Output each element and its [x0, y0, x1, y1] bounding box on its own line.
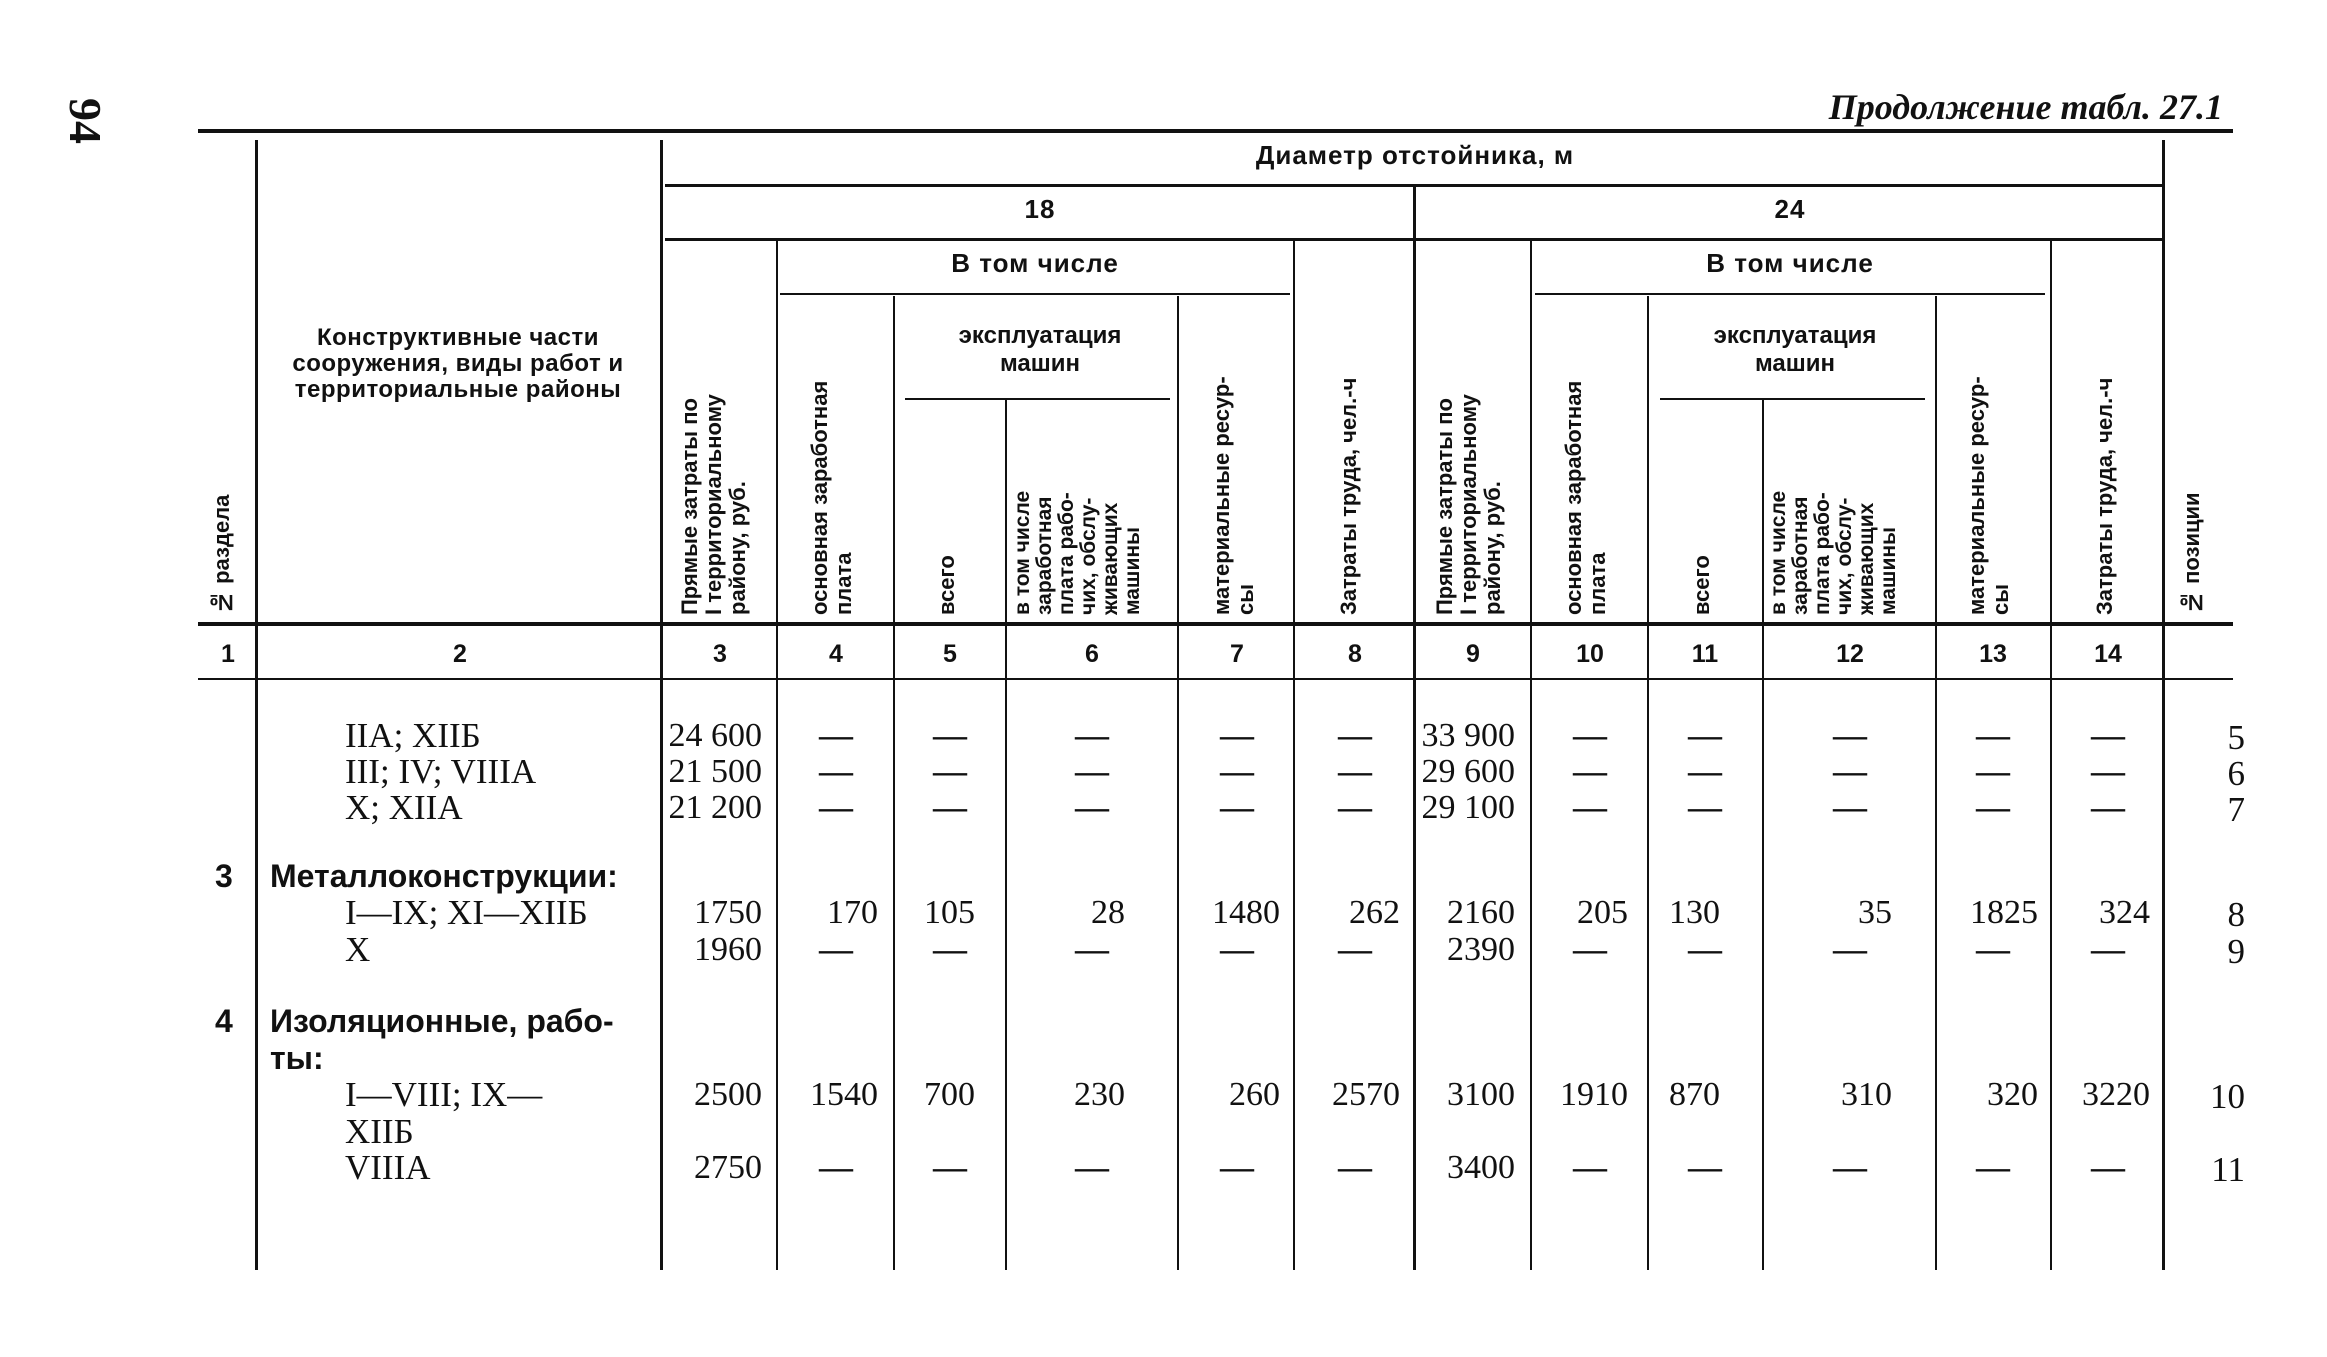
- table-cell: —: [1688, 753, 1722, 790]
- table-cell: 1825: [1970, 894, 2038, 931]
- table-continuation-caption: Продолжение табл. 27.1: [1828, 87, 2223, 127]
- table-cell: —: [1338, 717, 1372, 754]
- header-direct-costs-b: Прямые затраты по I территориальному району, руб.: [1432, 394, 1505, 615]
- table-cell: —: [933, 789, 967, 826]
- row-label: X: [345, 930, 371, 969]
- table-cell: —: [1833, 1149, 1867, 1186]
- table-cell: —: [1688, 1149, 1722, 1186]
- column-numbers-rule: [198, 678, 2233, 680]
- header-including-b: В том числе: [1706, 248, 1874, 278]
- table-cell: 130: [1669, 894, 1720, 931]
- position-number: 5: [2227, 718, 2245, 757]
- table-cell: 2570: [1332, 1076, 1400, 1113]
- table-cell: 310: [1841, 1076, 1892, 1113]
- table-cell: —: [1220, 1149, 1254, 1186]
- header-diameter-title: Диаметр отстойника, м: [1255, 140, 1575, 170]
- table-cell: —: [933, 753, 967, 790]
- column-number: 6: [1085, 640, 1099, 668]
- col-divider-13: [2050, 240, 2052, 1270]
- table-cell: —: [1220, 931, 1254, 968]
- table-cell: —: [819, 789, 853, 826]
- table-cell: —: [1573, 753, 1607, 790]
- table-cell: —: [2091, 931, 2125, 968]
- header-bottom-rule: [198, 622, 2233, 626]
- table-cell: —: [1220, 789, 1254, 826]
- header-labor-a: Затраты труда, чел.-ч: [1336, 377, 1361, 615]
- section-heading: Металлоконструкции:: [270, 858, 618, 894]
- table-cell: 1480: [1212, 894, 1280, 931]
- header-rule-machines-a: [905, 398, 1170, 400]
- table-cell: —: [1220, 717, 1254, 754]
- col-divider-12: [1935, 296, 1937, 1270]
- position-number: 8: [2227, 895, 2245, 934]
- header-direct-costs-a: Прямые затраты по I территориальному району, руб.: [677, 394, 750, 615]
- col-divider-4: [893, 296, 895, 1270]
- table-cell: 21 200: [668, 789, 762, 826]
- table-cell: 2390: [1447, 931, 1515, 968]
- section-number: 4: [215, 1003, 233, 1039]
- table-cell: 29 100: [1421, 789, 1515, 826]
- column-number: 14: [2094, 640, 2122, 668]
- table-cell: —: [1573, 717, 1607, 754]
- column-number: 11: [1691, 640, 1719, 668]
- row-label: I—IX; XI—XIIБ: [345, 893, 588, 932]
- table-cell: 230: [1074, 1076, 1125, 1113]
- table-cell: —: [1976, 931, 2010, 968]
- table-cell: —: [1075, 1149, 1109, 1186]
- table-cell: 105: [924, 894, 975, 931]
- table-cell: —: [1688, 789, 1722, 826]
- table-cell: 2750: [694, 1149, 762, 1186]
- table-cell: —: [1976, 717, 2010, 754]
- column-number: 5: [943, 640, 957, 668]
- table-cell: 35: [1858, 894, 1892, 931]
- position-number: 7: [2227, 790, 2245, 829]
- table-cell: —: [819, 931, 853, 968]
- table-cell: 2500: [694, 1076, 762, 1113]
- table-cell: 1910: [1560, 1076, 1628, 1113]
- position-number: 10: [2210, 1077, 2245, 1116]
- table-cell: —: [1976, 753, 2010, 790]
- table-cell: 1750: [694, 894, 762, 931]
- table-top-rule: [198, 129, 2233, 133]
- table-cell: —: [1833, 753, 1867, 790]
- table-cell: —: [1075, 753, 1109, 790]
- table-cell: —: [1220, 753, 1254, 790]
- col-divider-10: [1647, 296, 1649, 1270]
- table-cell: 324: [2099, 894, 2150, 931]
- table-cell: 3100: [1447, 1076, 1515, 1113]
- table-cell: 28: [1091, 894, 1125, 931]
- table-cell: —: [1338, 931, 1372, 968]
- column-number: 4: [829, 640, 843, 668]
- header-materials-b: материальные ресур- сы: [1964, 376, 2013, 615]
- table-cell: 320: [1987, 1076, 2038, 1113]
- table-cell: —: [2091, 789, 2125, 826]
- table-cell: —: [1833, 931, 1867, 968]
- column-number: 13: [1979, 640, 2007, 668]
- header-including-a: В том числе: [951, 248, 1119, 278]
- table-cell: —: [1976, 789, 2010, 826]
- table-cell: —: [1688, 717, 1722, 754]
- table-cell: 3400: [1447, 1149, 1515, 1186]
- table-cell: —: [1338, 789, 1372, 826]
- table-cell: 24 600: [668, 717, 762, 754]
- column-number: 2: [453, 640, 467, 668]
- position-number: 11: [2211, 1150, 2245, 1189]
- table-cell: —: [1573, 789, 1607, 826]
- row-label: VIIIA: [345, 1148, 431, 1187]
- section-heading: Изоляционные, рабо-: [270, 1003, 614, 1039]
- table-cell: —: [1833, 789, 1867, 826]
- col-divider-1: [255, 140, 258, 1270]
- table-cell: 3220: [2082, 1076, 2150, 1113]
- position-number: 9: [2227, 932, 2245, 971]
- col-divider-6: [1177, 296, 1179, 1270]
- table-cell: —: [1573, 1149, 1607, 1186]
- col-divider-14: [2162, 140, 2165, 1270]
- table-cell: 262: [1349, 894, 1400, 931]
- column-number: 12: [1836, 640, 1864, 668]
- table-cell: 33 900: [1421, 717, 1515, 754]
- row-label: III; IV; VIIIA: [345, 752, 537, 791]
- section-number: 3: [215, 858, 233, 894]
- table-cell: 21 500: [668, 753, 762, 790]
- col-divider-9: [1530, 240, 1532, 1270]
- table-cell: —: [1688, 931, 1722, 968]
- column-number: 3: [713, 640, 727, 668]
- row-label: I—VIII; IX—: [345, 1075, 543, 1114]
- header-rule-machines-b: [1660, 398, 1925, 400]
- header-machines-b: эксплуатация машин: [1713, 322, 1877, 377]
- table-cell: —: [933, 931, 967, 968]
- header-rule-including-a: [780, 293, 1290, 295]
- header-machines-total-b: всего: [1689, 555, 1714, 615]
- header-description: Конструктивные части сооружения, виды работ и территориальные районы: [292, 324, 624, 403]
- header-machines-a: эксплуатация машин: [958, 322, 1122, 377]
- table-cell: —: [1338, 1149, 1372, 1186]
- table-cell: 205: [1577, 894, 1628, 931]
- table-cell: —: [819, 717, 853, 754]
- col-divider-7: [1293, 240, 1295, 1270]
- column-number: 10: [1576, 640, 1604, 668]
- table-cell: —: [1833, 717, 1867, 754]
- header-base-wage-b: основная заработная плата: [1561, 380, 1610, 615]
- header-rule-including-b: [1535, 293, 2045, 295]
- table-cell: —: [1976, 1149, 2010, 1186]
- table-cell: 260: [1229, 1076, 1280, 1113]
- table-cell: —: [1075, 931, 1109, 968]
- position-number: 6: [2227, 754, 2245, 793]
- table-cell: —: [2091, 717, 2125, 754]
- header-machines-total-a: всего: [934, 555, 959, 615]
- header-section-number: № раздела: [209, 494, 234, 615]
- table-cell: —: [819, 1149, 853, 1186]
- table-cell: 1540: [810, 1076, 878, 1113]
- header-group-24: 24: [1774, 194, 1806, 224]
- header-base-wage-a: основная заработная плата: [807, 380, 856, 615]
- column-number: 1: [221, 640, 235, 668]
- table-cell: 2160: [1447, 894, 1515, 931]
- header-position-number: № позиции: [2179, 492, 2204, 615]
- col-divider-11: [1762, 400, 1764, 1270]
- table-cell: —: [1075, 789, 1109, 826]
- table-cell: 870: [1669, 1076, 1720, 1113]
- table-cell: 29 600: [1421, 753, 1515, 790]
- table-cell: 1960: [694, 931, 762, 968]
- column-number: 8: [1348, 640, 1362, 668]
- table-cell: —: [933, 717, 967, 754]
- table-cell: —: [2091, 1149, 2125, 1186]
- row-label: X; XIIA: [345, 788, 463, 827]
- header-materials-a: материальные ресур- сы: [1209, 376, 1258, 615]
- page-number: 94: [60, 98, 111, 144]
- table-cell: —: [1075, 717, 1109, 754]
- header-labor-b: Затраты труда, чел.-ч: [2092, 377, 2117, 615]
- col-divider-3: [776, 240, 778, 1270]
- table-cell: 170: [827, 894, 878, 931]
- table-cell: —: [1338, 753, 1372, 790]
- col-divider-5: [1005, 400, 1007, 1270]
- column-number: 7: [1230, 640, 1244, 668]
- header-machine-wage-a: в том числе заработная плата рабо- чих, обслу- живающих машины: [1011, 490, 1144, 615]
- table-cell: —: [933, 1149, 967, 1186]
- table-cell: —: [1573, 931, 1607, 968]
- header-group-18: 18: [1024, 194, 1056, 224]
- section-heading: ты:: [270, 1040, 324, 1076]
- header-machine-wage-b: в том числе заработная плата рабо- чих, обслу- живающих машины: [1767, 490, 1900, 615]
- row-label: XIIБ: [345, 1112, 414, 1151]
- row-label: IIA; XIIБ: [345, 716, 481, 755]
- table-cell: 700: [924, 1076, 975, 1113]
- table-cell: —: [2091, 753, 2125, 790]
- column-number: 9: [1466, 640, 1480, 668]
- table-cell: —: [819, 753, 853, 790]
